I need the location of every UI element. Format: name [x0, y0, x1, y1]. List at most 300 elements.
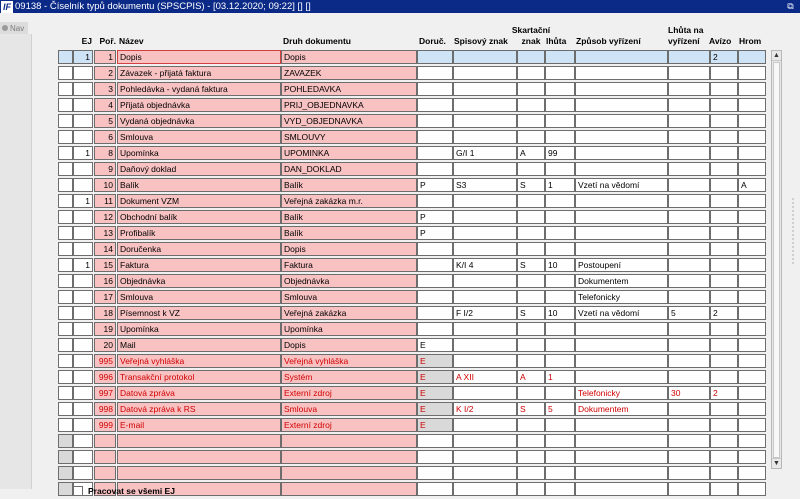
cell-lhuta-vyr[interactable]: 30 [668, 386, 710, 400]
cell-druh[interactable]: Dopis [281, 338, 417, 352]
cell-ej[interactable] [73, 114, 93, 128]
cell-hrom[interactable] [738, 98, 766, 112]
cell-doruc[interactable] [417, 274, 453, 288]
cell-doruc[interactable]: E [417, 370, 453, 384]
cell-por[interactable]: 12 [94, 210, 116, 224]
table-row[interactable] [42, 194, 768, 209]
cell-druh[interactable]: Faktura [281, 258, 417, 272]
cell-lhuta-vyr[interactable] [668, 322, 710, 336]
cell-skart[interactable] [517, 450, 545, 464]
table-row[interactable] [42, 146, 768, 161]
cell-skart[interactable]: A [517, 370, 545, 384]
cell-zpusob[interactable] [575, 226, 668, 240]
cell-spis[interactable] [453, 354, 517, 368]
cell-zpusob[interactable] [575, 354, 668, 368]
cell-ej[interactable] [73, 274, 93, 288]
cell-nazev[interactable]: Upomínka [117, 146, 281, 160]
cell-zpusob[interactable] [575, 418, 668, 432]
cell-lhuta-vyr[interactable] [668, 338, 710, 352]
cell-nazev[interactable]: Dopis [117, 50, 281, 64]
cell-nazev[interactable]: Vydaná objednávka [117, 114, 281, 128]
cell-doruc[interactable] [417, 322, 453, 336]
cell-lhuta[interactable]: 1 [545, 178, 575, 192]
cell-doruc[interactable] [417, 434, 453, 448]
resize-grip[interactable] [791, 197, 796, 265]
cell-ej[interactable]: 1 [73, 258, 93, 272]
cell-por[interactable]: 18 [94, 306, 116, 320]
cell-por[interactable]: 8 [94, 146, 116, 160]
cell-skart[interactable] [517, 82, 545, 96]
scroll-down-icon[interactable]: ▼ [773, 460, 780, 467]
cell-lhuta-vyr[interactable] [668, 258, 710, 272]
cell-hrom[interactable] [738, 370, 766, 384]
nav-tab[interactable] [0, 22, 28, 34]
table-row[interactable] [42, 338, 768, 353]
cell-nazev[interactable] [117, 466, 281, 480]
cell-nazev[interactable]: Pohledávka - vydaná faktura [117, 82, 281, 96]
cell-hrom[interactable] [738, 242, 766, 256]
cell-skart[interactable] [517, 98, 545, 112]
cell-por[interactable]: 15 [94, 258, 116, 272]
cell-druh[interactable] [281, 482, 417, 496]
cell-ej[interactable] [73, 226, 93, 240]
cell-avizo[interactable]: 2 [710, 386, 738, 400]
cell-druh[interactable]: Externí zdroj [281, 418, 417, 432]
cell-nazev[interactable]: Přijatá objednávka [117, 98, 281, 112]
cell-nazev[interactable] [117, 434, 281, 448]
cell-doruc[interactable] [417, 194, 453, 208]
cell-doruc[interactable]: E [417, 386, 453, 400]
cell-spis[interactable]: K/I 4 [453, 258, 517, 272]
cell-avizo[interactable] [710, 242, 738, 256]
cell-ej[interactable] [73, 66, 93, 80]
cell-spis[interactable] [453, 322, 517, 336]
cell-skart[interactable] [517, 290, 545, 304]
cell-por[interactable]: 20 [94, 338, 116, 352]
cell-lhuta[interactable] [545, 418, 575, 432]
cell-hrom[interactable] [738, 66, 766, 80]
cell-doruc[interactable] [417, 98, 453, 112]
cell-lhuta-vyr[interactable] [668, 418, 710, 432]
cell-ej[interactable] [73, 162, 93, 176]
cell-druh[interactable] [281, 466, 417, 480]
cell-druh[interactable]: Balík [281, 226, 417, 240]
cell-lhuta[interactable] [545, 194, 575, 208]
cell-spis[interactable]: A XII [453, 370, 517, 384]
cell-zpusob[interactable] [575, 146, 668, 160]
cell-hrom[interactable] [738, 290, 766, 304]
cell-nazev[interactable] [117, 450, 281, 464]
cell-por[interactable] [94, 466, 116, 480]
cell-lhuta-vyr[interactable] [668, 194, 710, 208]
cell-lhuta[interactable] [545, 114, 575, 128]
cell-por[interactable]: 998 [94, 402, 116, 416]
cell-lhuta[interactable] [545, 338, 575, 352]
cell-doruc[interactable] [417, 242, 453, 256]
cell-hrom[interactable] [738, 402, 766, 416]
cell-spis[interactable]: S3 [453, 178, 517, 192]
cell-skart[interactable] [517, 242, 545, 256]
cell-avizo[interactable] [710, 338, 738, 352]
cell-avizo[interactable] [710, 274, 738, 288]
cell-avizo[interactable] [710, 178, 738, 192]
cell-lhuta[interactable]: 10 [545, 306, 575, 320]
cell-doruc[interactable] [417, 450, 453, 464]
cell-zpusob[interactable]: Postoupení [575, 258, 668, 272]
cell-zpusob[interactable] [575, 66, 668, 80]
cell-spis[interactable] [453, 418, 517, 432]
cell-nazev[interactable]: Faktura [117, 258, 281, 272]
cell-spis[interactable] [453, 290, 517, 304]
cell-skart[interactable] [517, 114, 545, 128]
vertical-scrollbar[interactable] [771, 50, 782, 469]
table-row[interactable] [42, 274, 768, 289]
table-row[interactable] [42, 114, 768, 129]
cell-por[interactable]: 10 [94, 178, 116, 192]
cell-skart[interactable]: S [517, 402, 545, 416]
cell-por[interactable] [94, 434, 116, 448]
cell-avizo[interactable] [710, 162, 738, 176]
table-row[interactable] [42, 418, 768, 433]
cell-ej[interactable] [73, 178, 93, 192]
cell-ej[interactable] [73, 354, 93, 368]
cell-por[interactable]: 996 [94, 370, 116, 384]
cell-avizo[interactable] [710, 290, 738, 304]
cell-zpusob[interactable] [575, 98, 668, 112]
cell-avizo[interactable] [710, 226, 738, 240]
cell-ej[interactable] [73, 242, 93, 256]
cell-lhuta[interactable] [545, 210, 575, 224]
cell-zpusob[interactable] [575, 130, 668, 144]
table-row[interactable] [42, 162, 768, 177]
table-row-empty[interactable] [42, 434, 768, 449]
cell-ej[interactable]: 1 [73, 50, 93, 64]
cell-skart[interactable]: S [517, 306, 545, 320]
cell-ej[interactable] [73, 210, 93, 224]
cell-avizo[interactable] [710, 466, 738, 480]
cell-spis[interactable] [453, 210, 517, 224]
cell-spis[interactable] [453, 434, 517, 448]
cell-nazev[interactable]: Datová zpráva k RS [117, 402, 281, 416]
cell-avizo[interactable] [710, 66, 738, 80]
cell-por[interactable]: 2 [94, 66, 116, 80]
cell-nazev[interactable]: Daňový doklad [117, 162, 281, 176]
cell-por[interactable]: 5 [94, 114, 116, 128]
cell-druh[interactable]: Balík [281, 178, 417, 192]
cell-hrom[interactable] [738, 386, 766, 400]
cell-hrom[interactable] [738, 226, 766, 240]
cell-lhuta[interactable] [545, 66, 575, 80]
cell-lhuta[interactable] [545, 482, 575, 496]
cell-por[interactable]: 4 [94, 98, 116, 112]
table-row[interactable] [42, 98, 768, 113]
cell-lhuta-vyr[interactable] [668, 290, 710, 304]
cell-lhuta-vyr[interactable] [668, 450, 710, 464]
cell-spis[interactable] [453, 466, 517, 480]
cell-nazev[interactable]: Písemnost k VZ [117, 306, 281, 320]
cell-lhuta-vyr[interactable] [668, 210, 710, 224]
cell-spis[interactable] [453, 98, 517, 112]
cell-lhuta-vyr[interactable] [668, 354, 710, 368]
cell-skart[interactable] [517, 50, 545, 64]
cell-ej[interactable] [73, 434, 93, 448]
cell-skart[interactable] [517, 482, 545, 496]
table-row[interactable] [42, 210, 768, 225]
table-row[interactable] [42, 130, 768, 145]
cell-lhuta-vyr[interactable] [668, 146, 710, 160]
cell-skart[interactable] [517, 274, 545, 288]
cell-lhuta[interactable] [545, 386, 575, 400]
cell-lhuta-vyr[interactable] [668, 226, 710, 240]
cell-hrom[interactable] [738, 82, 766, 96]
cell-zpusob[interactable]: Vzetí na vědomí [575, 306, 668, 320]
cell-zpusob[interactable] [575, 242, 668, 256]
cell-skart[interactable] [517, 466, 545, 480]
cell-lhuta-vyr[interactable] [668, 466, 710, 480]
table-row[interactable] [42, 242, 768, 257]
cell-lhuta[interactable] [545, 226, 575, 240]
cell-ej[interactable] [73, 450, 93, 464]
cell-spis[interactable] [453, 338, 517, 352]
cell-por[interactable]: 6 [94, 130, 116, 144]
cell-lhuta[interactable] [545, 450, 575, 464]
cell-lhuta-vyr[interactable] [668, 82, 710, 96]
cell-doruc[interactable]: P [417, 210, 453, 224]
cell-avizo[interactable] [710, 146, 738, 160]
cell-hrom[interactable] [738, 50, 766, 64]
cell-por[interactable]: 16 [94, 274, 116, 288]
cell-doruc[interactable] [417, 258, 453, 272]
cell-hrom[interactable] [738, 194, 766, 208]
cell-druh[interactable]: ZAVAZEK [281, 66, 417, 80]
cell-ej[interactable] [73, 418, 93, 432]
cell-druh[interactable]: Upomínka [281, 322, 417, 336]
cell-hrom[interactable] [738, 146, 766, 160]
cell-skart[interactable]: S [517, 178, 545, 192]
table-row[interactable] [42, 66, 768, 81]
table-row[interactable] [42, 386, 768, 401]
cell-zpusob[interactable]: Dokumentem [575, 402, 668, 416]
cell-avizo[interactable] [710, 402, 738, 416]
cell-avizo[interactable] [710, 322, 738, 336]
cell-druh[interactable]: DAN_DOKLAD [281, 162, 417, 176]
cell-skart[interactable] [517, 162, 545, 176]
cell-spis[interactable] [453, 226, 517, 240]
cell-lhuta[interactable]: 1 [545, 370, 575, 384]
cell-lhuta-vyr[interactable] [668, 482, 710, 496]
cell-zpusob[interactable] [575, 322, 668, 336]
cell-doruc[interactable]: E [417, 338, 453, 352]
cell-ej[interactable]: 1 [73, 146, 93, 160]
cell-skart[interactable] [517, 322, 545, 336]
cell-spis[interactable] [453, 114, 517, 128]
cell-nazev[interactable]: Objednávka [117, 274, 281, 288]
cell-hrom[interactable] [738, 466, 766, 480]
cell-avizo[interactable] [710, 194, 738, 208]
cell-ej[interactable] [73, 370, 93, 384]
cell-por[interactable]: 995 [94, 354, 116, 368]
all-ej-checkbox[interactable] [73, 486, 83, 496]
cell-ej[interactable] [73, 338, 93, 352]
cell-por[interactable]: 1 [94, 50, 116, 64]
cell-spis[interactable] [453, 386, 517, 400]
cell-druh[interactable] [281, 450, 417, 464]
cell-lhuta[interactable] [545, 322, 575, 336]
cell-druh[interactable] [281, 434, 417, 448]
table-row[interactable] [42, 402, 768, 417]
cell-hrom[interactable] [738, 274, 766, 288]
cell-avizo[interactable]: 2 [710, 306, 738, 320]
scroll-thumb[interactable] [773, 62, 780, 458]
cell-spis[interactable] [453, 194, 517, 208]
cell-avizo[interactable] [710, 354, 738, 368]
table-row[interactable] [42, 322, 768, 337]
cell-lhuta[interactable] [545, 50, 575, 64]
cell-doruc[interactable] [417, 162, 453, 176]
cell-ej[interactable]: 1 [73, 194, 93, 208]
cell-avizo[interactable] [710, 82, 738, 96]
cell-avizo[interactable] [710, 258, 738, 272]
cell-nazev[interactable]: Datová zpráva [117, 386, 281, 400]
cell-nazev[interactable]: Dokument VZM [117, 194, 281, 208]
cell-por[interactable]: 999 [94, 418, 116, 432]
cell-spis[interactable] [453, 82, 517, 96]
cell-avizo[interactable]: 2 [710, 50, 738, 64]
cell-druh[interactable]: PRIJ_OBJEDNAVKA [281, 98, 417, 112]
cell-nazev[interactable]: Smlouva [117, 290, 281, 304]
cell-zpusob[interactable] [575, 450, 668, 464]
cell-lhuta-vyr[interactable] [668, 434, 710, 448]
cell-zpusob[interactable] [575, 194, 668, 208]
cell-zpusob[interactable] [575, 50, 668, 64]
cell-por[interactable]: 17 [94, 290, 116, 304]
cell-lhuta[interactable] [545, 466, 575, 480]
cell-druh[interactable]: SMLOUVY [281, 130, 417, 144]
cell-nazev[interactable]: Profibalík [117, 226, 281, 240]
cell-druh[interactable]: Systém [281, 370, 417, 384]
cell-druh[interactable]: Smlouva [281, 402, 417, 416]
cell-spis[interactable] [453, 162, 517, 176]
cell-hrom[interactable] [738, 306, 766, 320]
cell-zpusob[interactable]: Telefonicky [575, 386, 668, 400]
cell-avizo[interactable] [710, 418, 738, 432]
cell-lhuta-vyr[interactable] [668, 162, 710, 176]
cell-lhuta-vyr[interactable] [668, 242, 710, 256]
cell-ej[interactable] [73, 386, 93, 400]
cell-hrom[interactable] [738, 162, 766, 176]
table-row[interactable] [42, 50, 768, 65]
cell-zpusob[interactable] [575, 210, 668, 224]
cell-nazev[interactable]: Balík [117, 178, 281, 192]
cell-doruc[interactable]: E [417, 354, 453, 368]
cell-nazev[interactable]: Závazek - přijatá faktura [117, 66, 281, 80]
cell-por[interactable]: 11 [94, 194, 116, 208]
cell-doruc[interactable] [417, 466, 453, 480]
cell-spis[interactable] [453, 50, 517, 64]
cell-avizo[interactable] [710, 114, 738, 128]
cell-ej[interactable] [73, 306, 93, 320]
table-row[interactable] [42, 370, 768, 385]
cell-nazev[interactable]: Mail [117, 338, 281, 352]
cell-lhuta-vyr[interactable] [668, 114, 710, 128]
cell-druh[interactable]: Smlouva [281, 290, 417, 304]
cell-zpusob[interactable] [575, 338, 668, 352]
cell-ej[interactable] [73, 290, 93, 304]
cell-lhuta-vyr[interactable] [668, 98, 710, 112]
cell-lhuta-vyr[interactable] [668, 178, 710, 192]
cell-skart[interactable] [517, 210, 545, 224]
cell-lhuta[interactable] [545, 162, 575, 176]
cell-spis[interactable]: F I/2 [453, 306, 517, 320]
cell-avizo[interactable] [710, 210, 738, 224]
table-row[interactable] [42, 82, 768, 97]
cell-ej[interactable] [73, 402, 93, 416]
cell-skart[interactable] [517, 434, 545, 448]
cell-por[interactable]: 14 [94, 242, 116, 256]
cell-lhuta[interactable] [545, 354, 575, 368]
cell-lhuta-vyr[interactable] [668, 66, 710, 80]
cell-skart[interactable] [517, 354, 545, 368]
cell-doruc[interactable] [417, 290, 453, 304]
cell-druh[interactable]: UPOMINKA [281, 146, 417, 160]
cell-doruc[interactable] [417, 66, 453, 80]
cell-avizo[interactable] [710, 450, 738, 464]
cell-zpusob[interactable] [575, 466, 668, 480]
all-ej-toggle[interactable] [73, 485, 175, 497]
table-row[interactable] [42, 226, 768, 241]
restore-icon[interactable]: ⧉ [787, 0, 794, 11]
cell-ej[interactable] [73, 466, 93, 480]
cell-hrom[interactable] [738, 450, 766, 464]
table-row[interactable] [42, 258, 768, 273]
cell-skart[interactable]: S [517, 258, 545, 272]
cell-doruc[interactable] [417, 306, 453, 320]
cell-avizo[interactable] [710, 434, 738, 448]
cell-hrom[interactable] [738, 130, 766, 144]
cell-lhuta[interactable]: 10 [545, 258, 575, 272]
cell-nazev[interactable]: Upomínka [117, 322, 281, 336]
cell-avizo[interactable] [710, 98, 738, 112]
cell-hrom[interactable] [738, 114, 766, 128]
cell-por[interactable]: 9 [94, 162, 116, 176]
cell-spis[interactable]: K I/2 [453, 402, 517, 416]
cell-zpusob[interactable]: Dokumentem [575, 274, 668, 288]
cell-avizo[interactable] [710, 482, 738, 496]
cell-skart[interactable] [517, 338, 545, 352]
cell-spis[interactable] [453, 482, 517, 496]
cell-ej[interactable] [73, 82, 93, 96]
table-row-empty[interactable] [42, 466, 768, 481]
cell-lhuta[interactable] [545, 98, 575, 112]
cell-skart[interactable] [517, 130, 545, 144]
cell-lhuta[interactable] [545, 290, 575, 304]
cell-lhuta[interactable] [545, 130, 575, 144]
cell-ej[interactable] [73, 130, 93, 144]
cell-zpusob[interactable]: Vzetí na vědomí [575, 178, 668, 192]
table-row[interactable] [42, 306, 768, 321]
cell-druh[interactable]: Dopis [281, 242, 417, 256]
table-row[interactable] [42, 354, 768, 369]
table-row[interactable] [42, 178, 768, 193]
cell-druh[interactable]: Objednávka [281, 274, 417, 288]
cell-skart[interactable] [517, 386, 545, 400]
cell-doruc[interactable] [417, 50, 453, 64]
cell-druh[interactable]: Veřejná vyhláška [281, 354, 417, 368]
cell-nazev[interactable]: Transakční protokol [117, 370, 281, 384]
cell-lhuta[interactable] [545, 274, 575, 288]
cell-lhuta-vyr[interactable] [668, 402, 710, 416]
cell-hrom[interactable] [738, 354, 766, 368]
